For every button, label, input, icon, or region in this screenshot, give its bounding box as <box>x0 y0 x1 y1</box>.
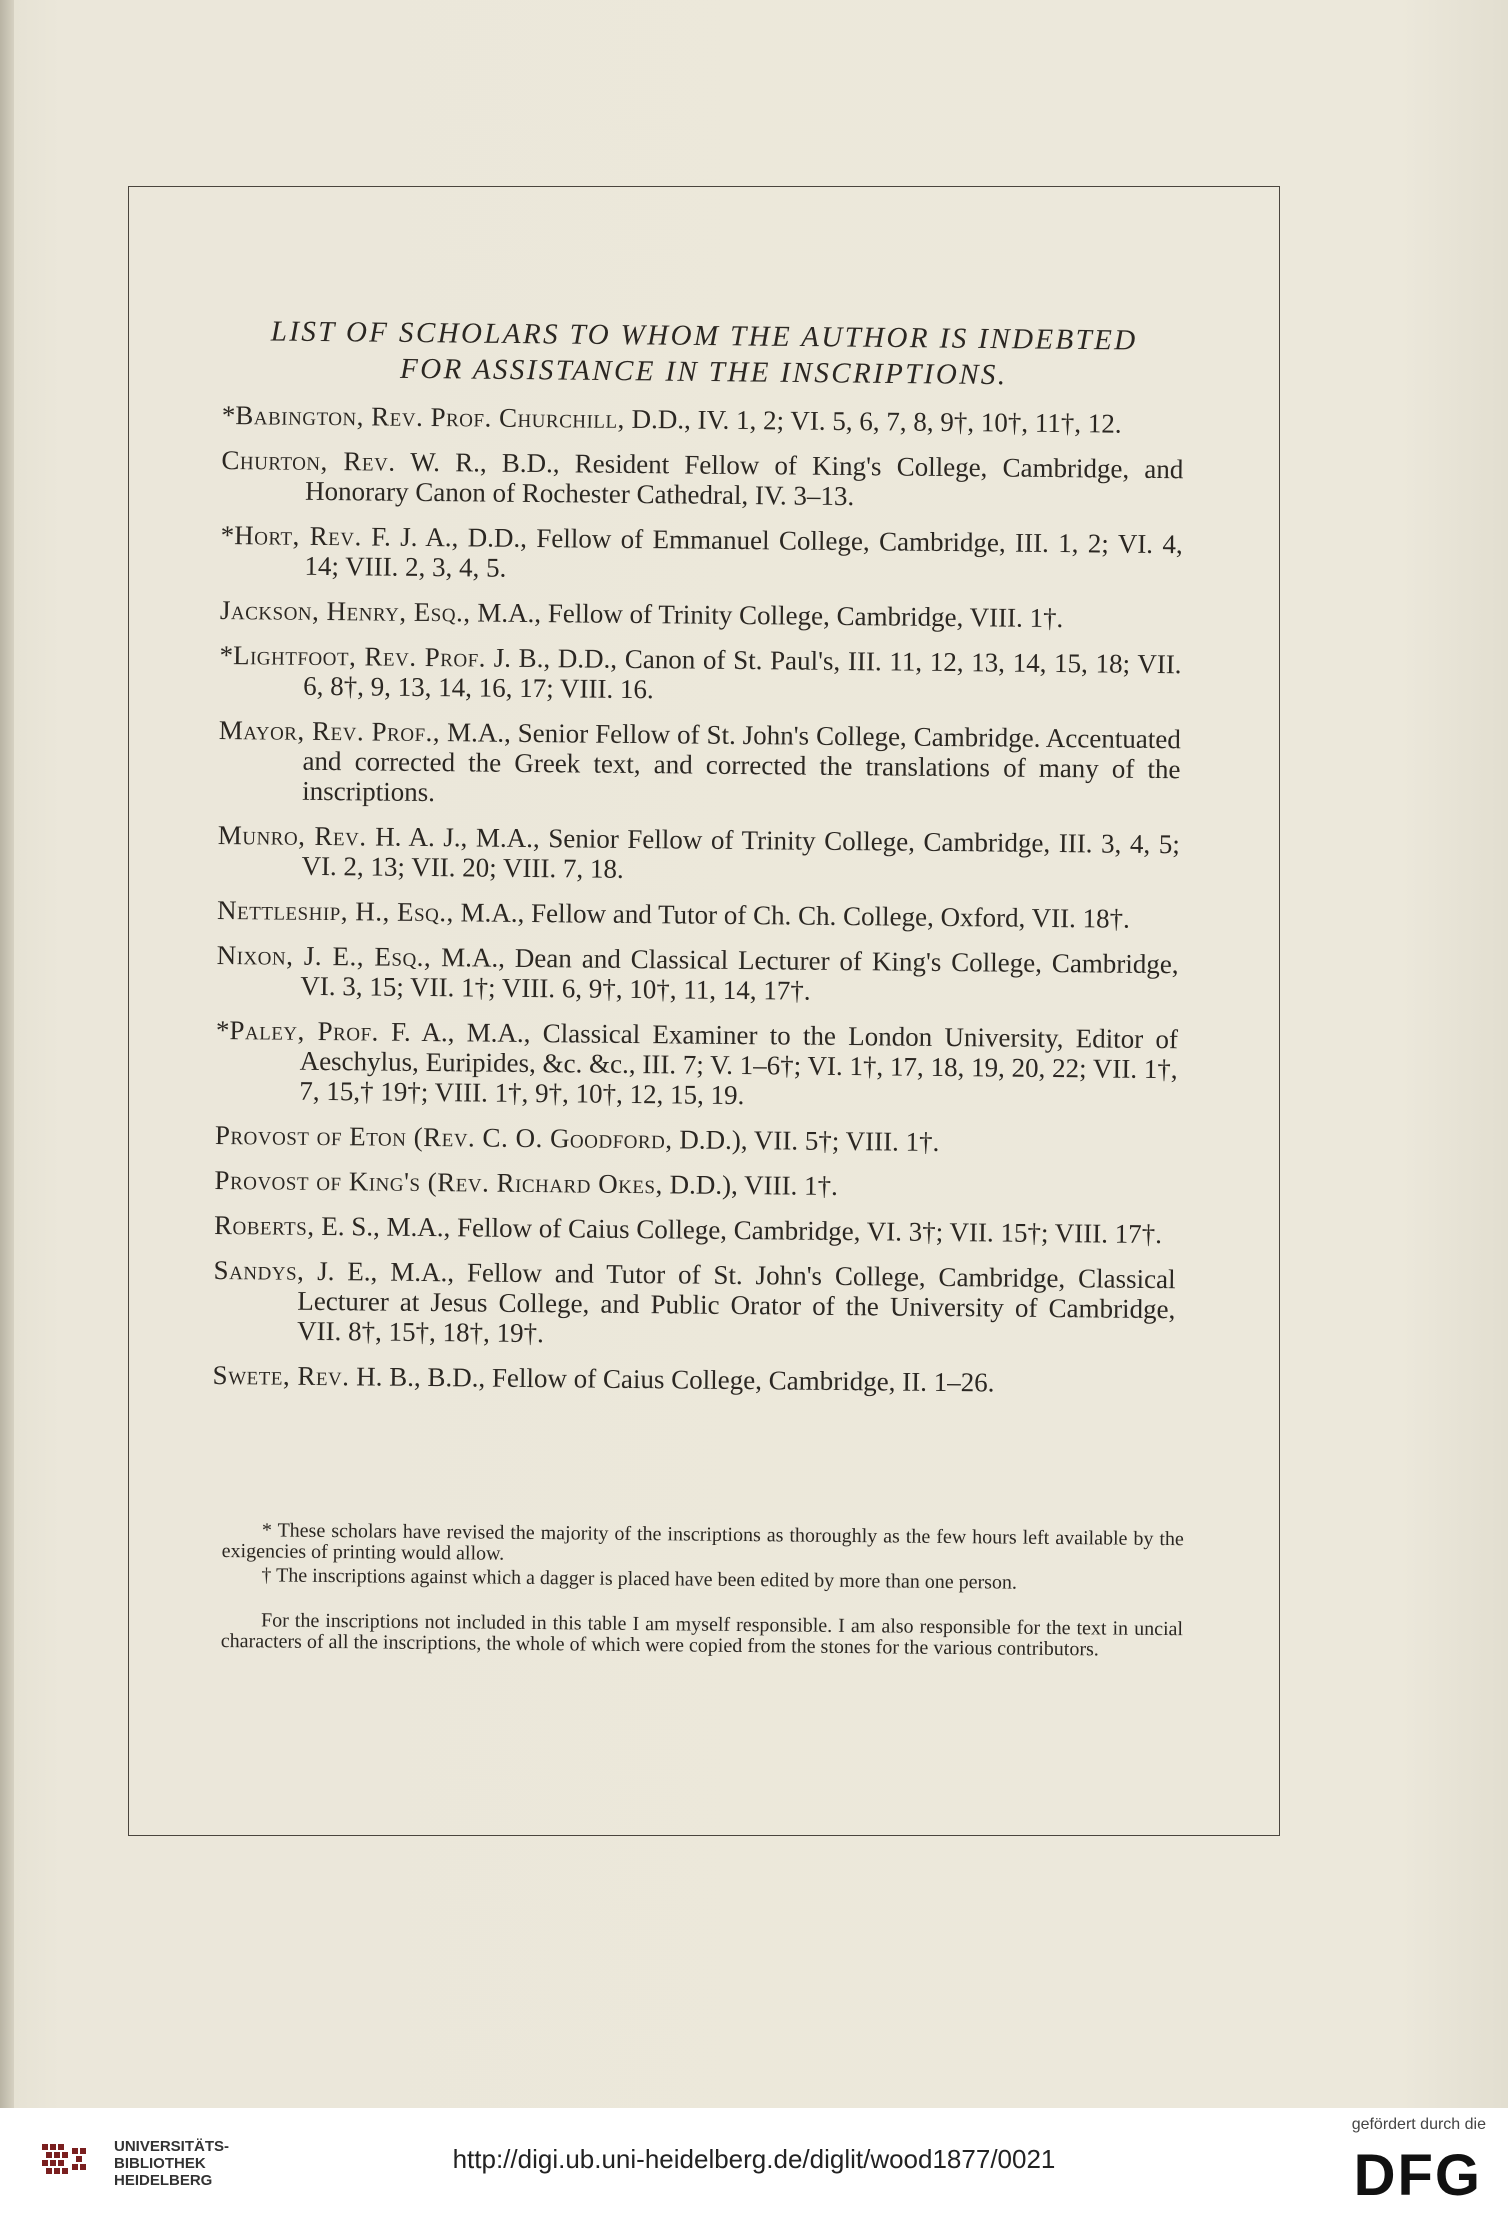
scholar-name: Swete, Rev. <box>212 1359 350 1392</box>
scholar-details: D.D.), VII. 5†; VIII. 1†. <box>672 1124 940 1157</box>
scholar-details: H. B., B.D., Fellow of Caius College, Cambridge, II. 1–26. <box>349 1361 995 1398</box>
scholar-name: Roberts, <box>213 1209 315 1241</box>
viewer-footer <box>0 2108 1508 2216</box>
scholar-name: Sandys, <box>213 1254 305 1286</box>
scholar-list <box>212 400 1184 1414</box>
scholar-name: Paley, Prof. <box>229 1015 379 1047</box>
scholar-details: J. B., D.D., Canon of St. Paul's, III. 11, 12, 13, 14, 15, 18; VII. 6, 8†, 9, 13, 14, 16, 17; VIII. 16. <box>303 642 1182 705</box>
scholar-details: M.A., Fellow and Tutor of Ch. Ch. College, Oxford, VII. 18†. <box>453 897 1130 934</box>
scholar-details: W. R., B.D., Resident Fellow of King's College, Cambridge, and Honorary Canon of Rochester Cathedral, IV. 3–13. <box>304 446 1184 512</box>
scholar-entry <box>214 1165 1176 1204</box>
scholar-name: Nixon, J. E., Esq., <box>216 939 432 973</box>
scholar-entry <box>216 940 1179 1009</box>
scholar-name: Provost of Eton (Rev. C. O. Goodford, <box>214 1119 673 1155</box>
scholar-entry <box>217 895 1179 934</box>
scholar-details: F. J. A., D.D., Fellow of Emmanuel College, Cambridge, III. 1, 2; VI. 4, 14; VIII. 2, 3, 4, 5. <box>304 521 1183 583</box>
footnotes <box>221 1520 1184 1664</box>
scholar-name: Provost of King's (Rev. Richard Okes, <box>214 1164 663 1200</box>
page-spine-shadow <box>0 0 14 2108</box>
sponsor-text: gefördert durch die <box>1351 2116 1486 2133</box>
scholar-name: Hort, Rev. <box>234 520 362 552</box>
scholar-details: J. E., M.A., Fellow and Tutor of St. John's College, Cambridge, Classical Lecturer at Jesus College, and Public Orator of the University of Cambridge, VII. 8†, 15†, 18†, 19†. <box>296 1255 1176 1349</box>
footnote-star: * These scholars have revised the majority of the inscriptions as thoroughly as the few hours left available by the exigencies of printing would allow. <box>221 1519 1184 1565</box>
scholar-name: Lightfoot, Rev. Prof. <box>232 640 487 673</box>
scholar-details: E. S., M.A., Fellow of Caius College, Cambridge, VI. 3†; VII. 15†; VIII. 17†. <box>314 1210 1163 1250</box>
scholar-details: M.A., Fellow of Trinity College, Cambridge, VIII. 1†. <box>470 597 1064 634</box>
scholar-name: Jackson, Henry, Esq., <box>219 594 471 628</box>
scholar-name: Churton, Rev. <box>221 444 396 477</box>
scholar-entry <box>213 1255 1176 1354</box>
scholar-entry <box>217 820 1180 889</box>
permalink-url[interactable]: http://digi.ub.uni-heidelberg.de/diglit/wood1877/0021 <box>452 2144 1056 2174</box>
scholar-details: M.A., Senior Fellow of St. John's College, Cambridge. Accentuated and corrected the Greek text, and corrected the translations of many of the inscriptions. <box>302 717 1181 808</box>
title-line-2: FOR ASSISTANCE IN THE INSCRIPTIONS. <box>399 352 1008 392</box>
scholar-entry <box>212 1360 1174 1399</box>
scholar-entry: *Babington, Rev. Prof. Churchill, D.D., IV. 1, 2; VI. 5, 6, 7, 8, 9†, 10†, 11†, 12. <box>221 400 1122 439</box>
scholar-entry <box>220 595 1182 634</box>
scholar-details: D.D.), VIII. 1†. <box>662 1169 838 1201</box>
scholar-details: H. A. J., M.A., Senior Fellow of Trinity College, Cambridge, III. 3, 4, 5; VI. 2, 13; VII. 20; VIII. 7, 18. <box>301 821 1180 884</box>
scholar-entry <box>215 1120 1177 1159</box>
scholar-entry: *Hort, Rev. F. J. A., D.D., Fellow of Emmanuel College, Cambridge, III. 1, 2; VI. 4, 14; VIII. 2, 3, 4, 5. <box>220 519 1183 583</box>
page-title <box>178 312 1231 395</box>
scholar-details: D.D., IV. 1, 2; VI. 5, 6, 7, 8, 9†, 10†, 11†, 12. <box>624 403 1122 439</box>
scholar-name: Mayor, Rev. Prof., <box>218 714 441 748</box>
title-line-1: LIST OF SCHOLARS TO WHOM THE AUTHOR IS INDEBTED <box>270 315 1138 357</box>
scholar-name: Nettleship, H., Esq., <box>216 894 454 928</box>
scholar-name: Munro, Rev. <box>217 819 367 852</box>
scholar-details: F. A., M.A., Classical Examiner to the London University, Editor of Aeschylus, Euripides, &c. &c., III. 7; V. 1–6†; VI. 1†, 17, 18, 19, 20, 22; VII. 1†, 7, 15,† 19†; VIII. 1†, 9†, 10†, 12, 15, 19. <box>299 1016 1179 1111</box>
scholar-details: M.A., Dean and Classical Lecturer of King's College, Cambridge, VI. 3, 15; VII. 1†; VIII. 6, 9†, 10†, 11, 14, 17†. <box>300 942 1179 1006</box>
scholar-entry: *Lightfoot, Rev. Prof. J. B., D.D., Canon of St. Paul's, III. 11, 12, 13, 14, 15, 18; VII. 6, 8†, 9, 13, 14, 16, 17; VIII. 16. <box>219 639 1182 705</box>
footnote-dagger: † The inscriptions against which a dagger is placed have been edited by more than one person. <box>261 1564 1018 1594</box>
scholar-entry <box>221 445 1184 514</box>
scholar-entry <box>218 715 1181 814</box>
scholar-entry <box>214 1210 1176 1249</box>
scholar-entry: *Paley, Prof. F. A., M.A., Classical Examiner to the London University, Editor of Aeschylus, Euripides, &c. &c., III. 7; V. 1–6†; VI. 1†, 17, 18, 19, 20, 22; VII. 1†, 7, 15,† 19†; VIII. 1†, 9†, 10†, 12, 15, 19. <box>215 1014 1179 1111</box>
scholar-name: Babington, Rev. Prof. Churchill, <box>235 400 625 434</box>
dfg-logo[interactable]: DFG <box>1353 2143 1482 2208</box>
library-name[interactable]: UNIVERSITÄTS- BIBLIOTHEK HEIDELBERG <box>114 2138 230 2189</box>
footnote-closing: For the inscriptions not included in this table I am myself responsible. I am also responsible for the text in uncial characters of all the inscriptions, the whole of which were copied from the stones for the various contributors. <box>220 1609 1184 1661</box>
